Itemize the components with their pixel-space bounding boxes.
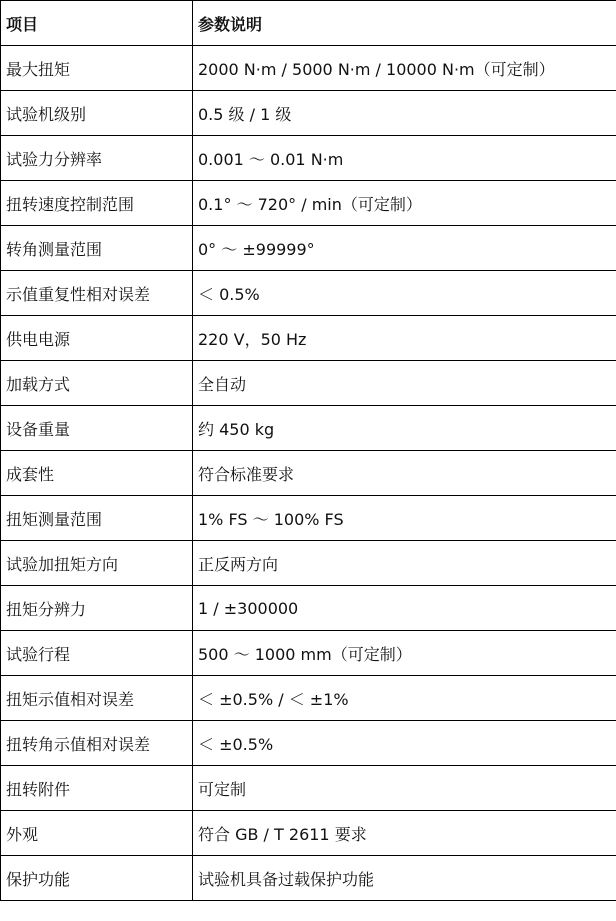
table-row (1, 226, 616, 271)
row-label: 供电电源 (1, 316, 193, 361)
table-row (1, 676, 616, 721)
table-row (1, 721, 616, 766)
table-row (1, 496, 616, 541)
header-item: 项目 (1, 1, 193, 46)
row-value: 0.5 级 / 1 级 (193, 91, 616, 136)
header-row (1, 1, 616, 46)
table-row (1, 181, 616, 226)
row-value: 0.001 ～ 0.01 N·m (193, 136, 616, 181)
row-value: 试验机具备过载保护功能 (193, 856, 616, 901)
row-label: 扭转速度控制范围 (1, 181, 193, 226)
table-row (1, 451, 616, 496)
row-value: 全自动 (193, 361, 616, 406)
table-row (1, 361, 616, 406)
row-value: 可定制 (193, 766, 616, 811)
row-value: 220 V，50 Hz (193, 316, 616, 361)
row-label: 扭矩示值相对误差 (1, 676, 193, 721)
table-row (1, 46, 616, 91)
row-label: 外观 (1, 811, 193, 856)
row-value: ＜ ±0.5% / ＜ ±1% (193, 676, 616, 721)
row-label: 试验力分辨率 (1, 136, 193, 181)
row-label: 扭矩分辨力 (1, 586, 193, 631)
row-label: 保护功能 (1, 856, 193, 901)
row-value: 0° ～ ±99999° (193, 226, 616, 271)
table-header (1, 1, 616, 46)
table-row (1, 811, 616, 856)
row-value: ＜ ±0.5% (193, 721, 616, 766)
row-value: 2000 N·m / 5000 N·m / 10000 N·m（可定制） (193, 46, 616, 91)
row-label: 试验机级别 (1, 91, 193, 136)
row-label: 扭矩测量范围 (1, 496, 193, 541)
row-label: 加载方式 (1, 361, 193, 406)
header-description: 参数说明 (193, 1, 616, 46)
table-row (1, 271, 616, 316)
row-value: 符合标准要求 (193, 451, 616, 496)
row-value: 正反两方向 (193, 541, 616, 586)
table-row (1, 136, 616, 181)
row-label: 扭转附件 (1, 766, 193, 811)
table-row (1, 766, 616, 811)
table-row (1, 586, 616, 631)
table-body (1, 46, 616, 901)
row-label: 示值重复性相对误差 (1, 271, 193, 316)
row-value: ＜ 0.5% (193, 271, 616, 316)
row-value: 约 450 kg (193, 406, 616, 451)
row-value: 1% FS ～ 100% FS (193, 496, 616, 541)
row-label: 最大扭矩 (1, 46, 193, 91)
table-row (1, 316, 616, 361)
row-value: 0.1° ～ 720° / min（可定制） (193, 181, 616, 226)
row-label: 试验行程 (1, 631, 193, 676)
row-label: 转角测量范围 (1, 226, 193, 271)
row-value: 1 / ±300000 (193, 586, 616, 631)
table-row (1, 631, 616, 676)
table-row (1, 856, 616, 901)
table-row (1, 541, 616, 586)
row-label: 成套性 (1, 451, 193, 496)
table-row (1, 91, 616, 136)
row-label: 设备重量 (1, 406, 193, 451)
row-label: 试验加扭矩方向 (1, 541, 193, 586)
table-row (1, 406, 616, 451)
row-value: 符合 GB / T 2611 要求 (193, 811, 616, 856)
row-value: 500 ～ 1000 mm（可定制） (193, 631, 616, 676)
row-label: 扭转角示值相对误差 (1, 721, 193, 766)
